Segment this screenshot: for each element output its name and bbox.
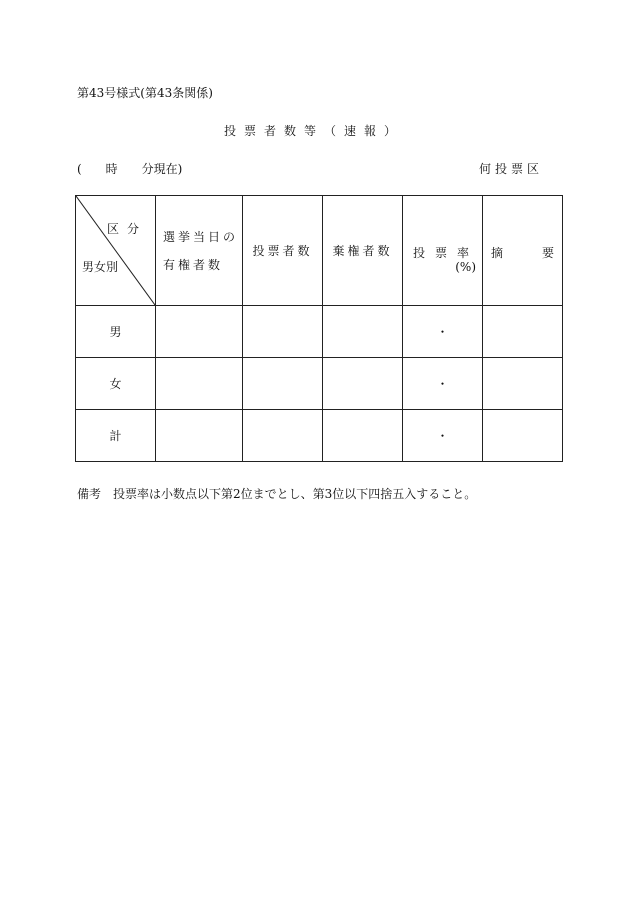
footnote: 備考 投票率は小数点以下第2位までとし、第3位以下四捨五入すること。 <box>77 487 477 501</box>
table-row <box>76 358 563 410</box>
column-header-turnout-rate <box>403 196 483 306</box>
remarks-label-part-2: 要 <box>541 246 554 260</box>
column-header-remarks <box>483 196 563 306</box>
corner-gender-label: 男女別 <box>82 260 119 274</box>
row-label-total: 計 <box>76 410 156 462</box>
document-title: 投票者数等（速報） <box>224 124 405 138</box>
eligible-line-2: 有権者数 <box>163 257 224 272</box>
eligible-line-1: 選挙当日の <box>163 229 239 244</box>
row-label-female: 女 <box>76 358 156 410</box>
time-as-of: ( 時 分現在) <box>77 162 183 176</box>
cell-eligible <box>156 358 243 410</box>
table-row <box>76 410 563 462</box>
cell-eligible <box>156 410 243 462</box>
cell-turnout-rate: ・ <box>403 306 483 358</box>
cell-remarks <box>483 410 563 462</box>
column-header-eligible <box>156 196 243 306</box>
voter-count-table <box>75 195 563 462</box>
cell-remarks <box>483 358 563 410</box>
cell-abstainers <box>323 358 403 410</box>
cell-eligible <box>156 306 243 358</box>
cell-remarks <box>483 306 563 358</box>
cell-abstainers <box>323 410 403 462</box>
turnout-rate-unit: (%) <box>455 260 476 274</box>
column-header-voters: 投票者数 <box>243 196 323 306</box>
cell-turnout-rate: ・ <box>403 358 483 410</box>
table-row <box>76 306 563 358</box>
turnout-rate-label: 投票率 <box>413 246 480 260</box>
column-header-abstainers: 棄権者数 <box>323 196 403 306</box>
remarks-label-part-1: 摘 <box>491 246 504 260</box>
row-label-male: 男 <box>76 306 156 358</box>
cell-abstainers <box>323 306 403 358</box>
voting-district: 何投票区 <box>479 162 544 176</box>
corner-category-label: 区分 <box>106 222 147 236</box>
cell-turnout-rate: ・ <box>403 410 483 462</box>
diagonal-line <box>76 196 155 305</box>
cell-voters <box>243 358 323 410</box>
form-number: 第43号様式(第43条関係) <box>77 86 213 100</box>
cell-voters <box>243 410 323 462</box>
cell-voters <box>243 306 323 358</box>
header-row <box>76 196 563 306</box>
diagonal-corner-cell <box>76 196 156 306</box>
